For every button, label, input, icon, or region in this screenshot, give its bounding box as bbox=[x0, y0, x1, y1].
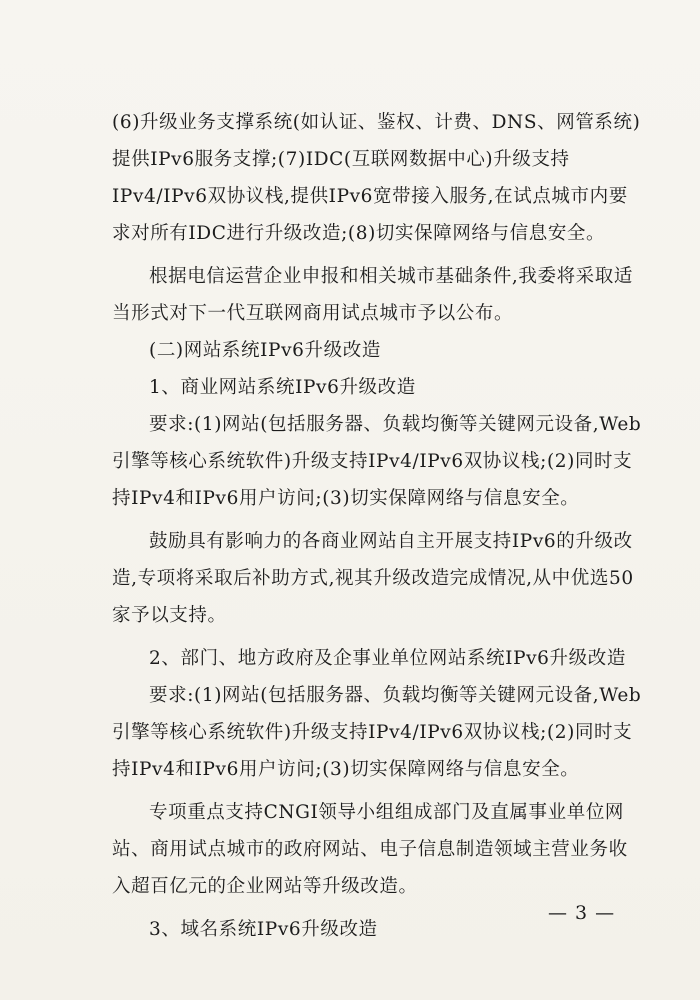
subheading-dns-upgrade: 3、域名系统IPv6升级改造 bbox=[149, 919, 378, 940]
paragraph-commercial-subsidy: 鼓励具有影响力的各商业网站自主开展支持IPv6的升级改造,专项将采取后补助方式,视其升级改造完成情况,从中优选50家予以支持。 bbox=[112, 531, 634, 626]
paragraph-government-requirements: 要求:(1)网站(包括服务器、负载均衡等关键网元设备,Web引擎等核心系统软件)升级支持IPv4/IPv6双协议栈;(2)同时支持IPv4和IPv6用户访问;(3)切实保障网络与信息安全。 bbox=[112, 685, 642, 780]
paragraph-city-announcement: 根据电信运营企业申报和相关城市基础条件,我委将采取适当形式对下一代互联网商用试点城市予以公布。 bbox=[112, 266, 633, 324]
paragraph-service-support: (6)升级业务支撑系统(如认证、鉴权、计费、DNS、网管系统)提供IPv6服务支撑;(7)IDC(互联网数据中心)升级支持IPv4/IPv6双协议栈,提供IPv6宽带接入服务,在试点城市内要求对所有IDC进行升级改造;(8)切实保障网络与信息安全。 bbox=[112, 112, 641, 244]
subheading-government-websites: 2、部门、地方政府及企事业单位网站系统IPv6升级改造 bbox=[149, 648, 626, 669]
paragraph-commercial-requirements: 要求:(1)网站(包括服务器、负载均衡等关键网元设备,Web引擎等核心系统软件)升级支持IPv4/IPv6双协议栈;(2)同时支持IPv4和IPv6用户访问;(3)切实保障网络与信息安全。 bbox=[112, 414, 642, 509]
paragraph-key-support: 专项重点支持CNGI领导小组组成部门及直属事业单位网站、商用试点城市的政府网站、电子信息制造领域主营业务收入超百亿元的企业网站等升级改造。 bbox=[112, 802, 628, 897]
document-body bbox=[112, 104, 642, 948]
section-heading-website-upgrade: (二)网站系统IPv6升级改造 bbox=[149, 340, 381, 361]
page-number: — 3 — bbox=[548, 902, 616, 924]
subheading-commercial-websites: 1、商业网站系统IPv6升级改造 bbox=[149, 377, 416, 398]
